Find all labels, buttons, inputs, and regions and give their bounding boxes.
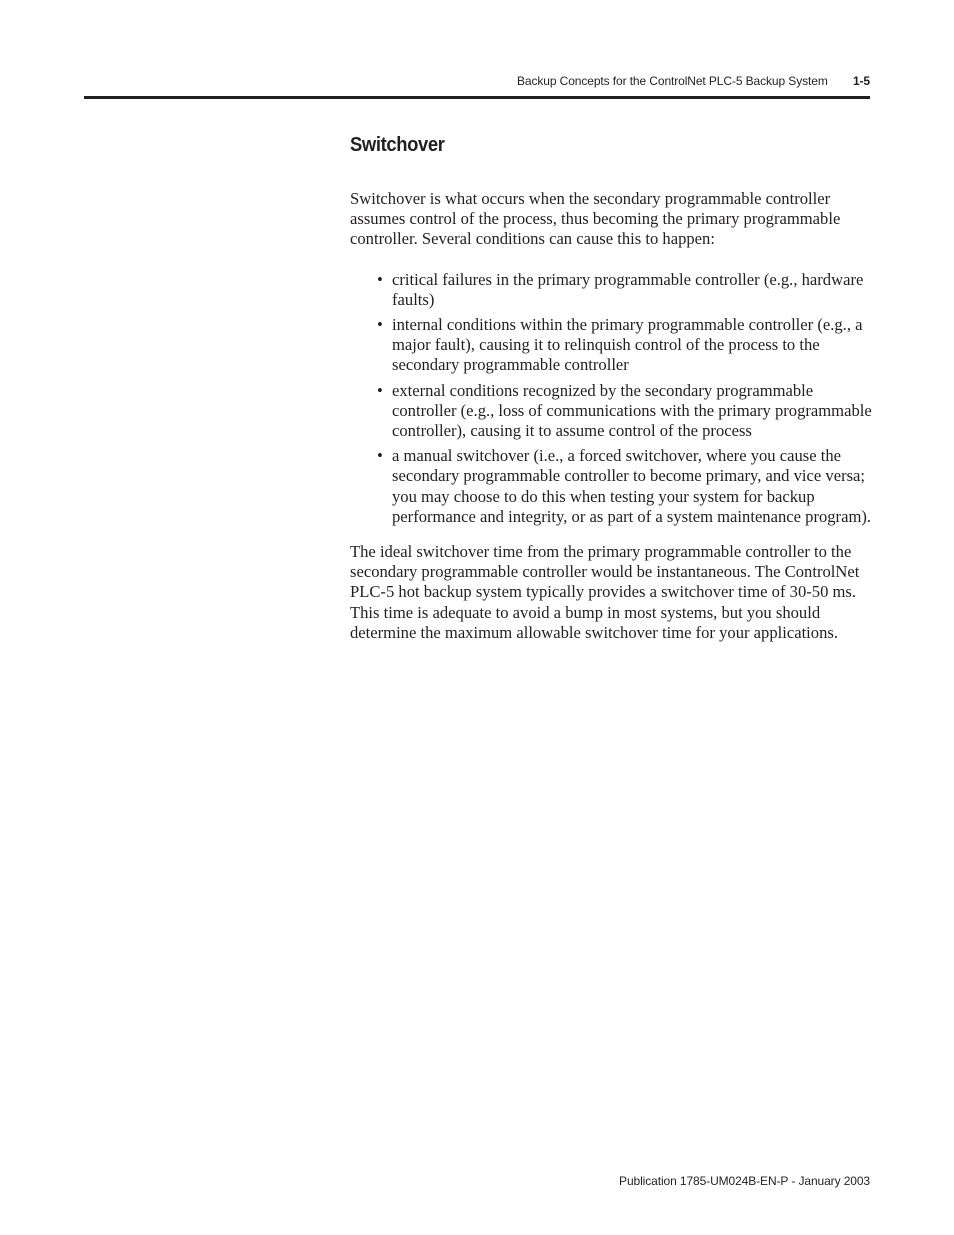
list-item bbox=[350, 270, 872, 310]
closing-paragraph: The ideal switchover time from the primary programmable controller to the secondary programmable controller would be instantaneous. The ControlNet PLC-5 hot backup system typically provides a switchover time of 30-50 ms. This time is adequate to avoid a bump in most systems, but you should determine the maximum allowable switchover time for your applications. bbox=[350, 542, 860, 642]
page-number: 1-5 bbox=[852, 74, 870, 88]
bullet-icon: • bbox=[377, 269, 383, 289]
list-item bbox=[350, 381, 872, 442]
list-item bbox=[350, 446, 872, 527]
list-item-text: external conditions recognized by the secondary programmable controller (e.g., loss of communications with the primary programmable controller), causing it to assume control of the process bbox=[392, 380, 872, 441]
bullet-icon: • bbox=[377, 446, 383, 466]
condition-list bbox=[350, 270, 872, 527]
bullet-icon: • bbox=[377, 380, 383, 400]
page-header bbox=[84, 74, 870, 94]
intro-paragraph: Switchover is what occurs when the secondary programmable controller assumes control of the process, thus becoming the primary programmable controller. Several conditions can cause this to happen: bbox=[350, 189, 841, 249]
header-rule bbox=[84, 96, 870, 99]
list-item-text: internal conditions within the primary programmable controller (e.g., a major fault), causing it to relinquish control of the process to the secondary programmable controller bbox=[392, 315, 863, 375]
bullet-icon: • bbox=[377, 315, 383, 335]
list-item-text: critical failures in the primary programmable controller (e.g., hardware faults) bbox=[392, 269, 864, 309]
main-content bbox=[350, 134, 872, 643]
list-item-text: a manual switchover (i.e., a forced switchover, where you cause the secondary programmable controller to become primary, and vice versa; you may choose to do this when testing your system for backup performance and integrity, or as part of a system maintenance program). bbox=[392, 446, 872, 526]
running-title: Backup Concepts for the ControlNet PLC-5 Backup System bbox=[516, 74, 828, 88]
publication-info: Publication 1785-UM024B-EN-P - January 2003 bbox=[619, 1174, 870, 1188]
list-item bbox=[350, 315, 872, 376]
page-footer bbox=[84, 1174, 870, 1188]
section-title: Switchover bbox=[350, 134, 445, 156]
